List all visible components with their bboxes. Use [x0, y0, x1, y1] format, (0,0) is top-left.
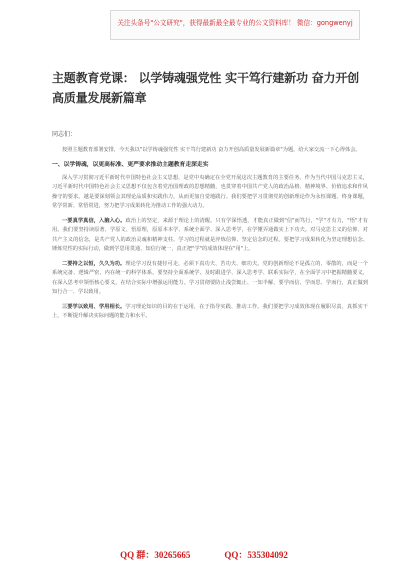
promo-banner-text: 关注头条号"公文研究"，获得最新最全最专业的公文资料库！ 微信：gongwenyj	[117, 19, 353, 27]
greeting: 同志们：	[52, 131, 77, 138]
promo-banner	[110, 10, 360, 40]
document-title: 主题教育党课： 以学铸魂强党性 实干笃行建新功 奋力开创高质量发展新篇章	[52, 71, 359, 105]
paragraph-3-lead: 二要持之以恒，久久为功。	[62, 260, 126, 267]
paragraph-4-text: 学习理论知识的目的在于运用，在于指导实践、推动工作。我们要把学习成效体现在履职尽责、真抓实干上，不断提升解决实际问题的能力和水平。	[52, 303, 368, 319]
paragraph-3-text: 理论学习没有捷径可走，必须下真功夫、苦功夫、细功夫。党的创新理论不是孤立的、零散的，而是一个系统完备、逻辑严密、内在统一的科学体系。要坚持全面系统学、及时跟进学、深入思考学、联系实际学，在全面学习中把握精髓要义，在深入思考中领悟核心要义，在结合实际中增强运用能力。学习贯彻要防止浅尝辄止、一知半解，要学而信、学而思、学而行，真正做到知行合一、学以致用。	[52, 260, 368, 295]
paragraph-1: 深入学习贯彻习近平新时代中国特色社会主义思想，是党中央确定在全党开展这次主题教育的主要任务。作为当代中国马克思主义，习近平新时代中国特色社会主义思想不仅包含着党治国理政的思想精髓，也贯穿着中国共产党人的政治品格、精神境界、价值追求和作风操守的要求。越是要深刻领会其理论品质和实践伟力，从而更加自觉地践行。我们要把学习贯彻党的创新理论作为永恒课题、终身课题，常学常新、常悟常进，努力把学习成果转化为推动工作的强大动力。	[52, 174, 368, 209]
paragraph-3	[52, 260, 368, 298]
contact-footer	[0, 544, 408, 566]
qq-group-number: QQ 群：30265665	[120, 550, 191, 560]
paragraph-4	[52, 303, 368, 322]
paragraph-2-text: 政治上的坚定，来源于理论上的清醒。只有学深悟透，才能真正做到"信"而笃行，"学"才有力，"悟"才有用。我们要坚持读原著、学原文、悟原理，原原本本学、系统全面学、深入思考学，在学懂弄通做实上下功夫。对马克思主义的信仰、对共产主义的信念，是共产党人的政治灵魂和精神支柱。学习的过程就是淬炼信仰、坚定信念的过程。要把学习成果转化为坚定理想信念、锤炼党性的实际行动，做到学思用贯通、知信行统一，真正把"学"的成效体现在"用"上。	[52, 217, 368, 252]
paragraph-4-lead: 三要学以致用、学用相长。	[62, 303, 126, 310]
paragraph-2	[52, 217, 368, 255]
document-body	[52, 130, 368, 327]
section-heading-1: 一、以学铸魂，以更高标准、更严要求推动主题教育走深走实	[52, 161, 209, 168]
intro-paragraph: 按照主题教育部署安排，今天我以"以学铸魂强党性 实干笃行建新功 奋力开创高质量发展新篇章"为题，给大家交流一下心得体会。	[62, 147, 361, 153]
qq-number: QQ：535304092	[224, 550, 288, 560]
paragraph-2-lead: 一要真学真信，入脑入心。	[62, 217, 126, 224]
